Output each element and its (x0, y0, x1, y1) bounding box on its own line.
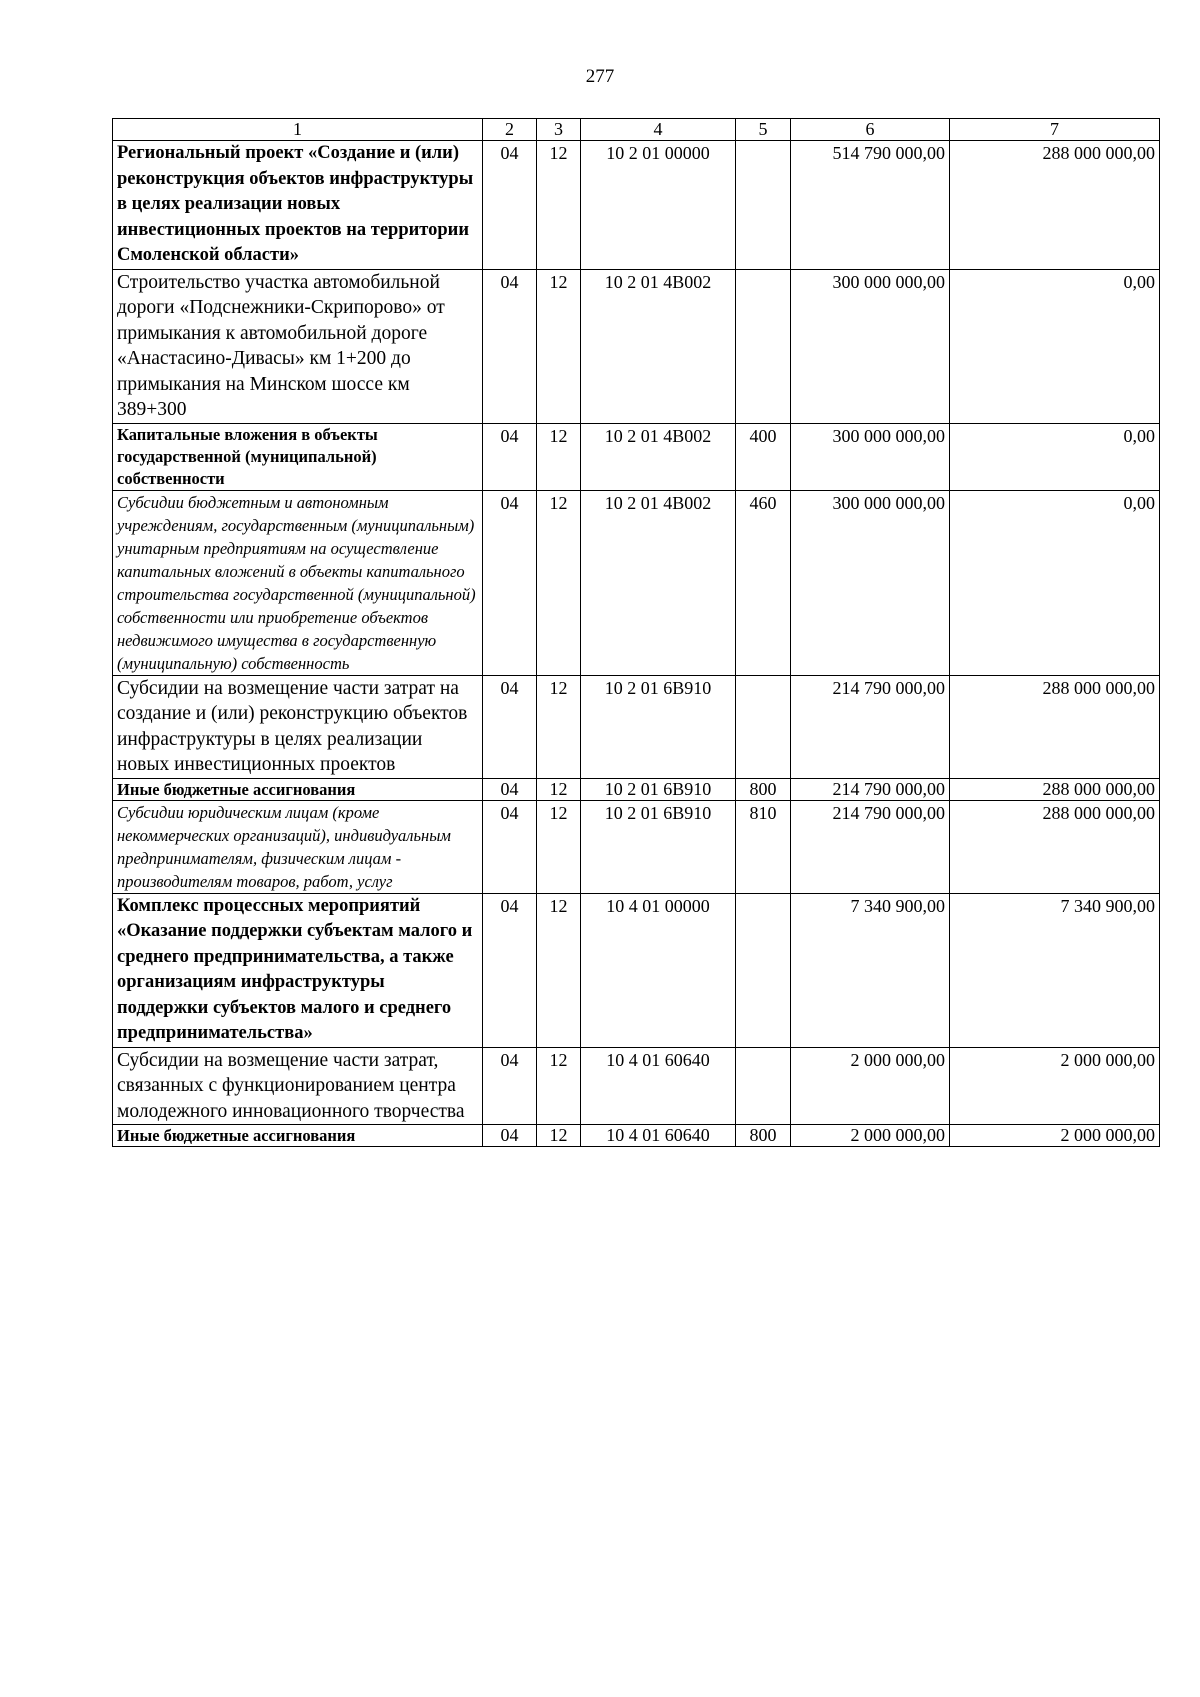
cell-target-code: 10 2 01 6В910 (581, 675, 736, 778)
cell-amount-1: 300 000 000,00 (791, 490, 950, 675)
cell-expense-type (736, 269, 791, 423)
column-header: 3 (537, 119, 581, 141)
table-row (113, 778, 1160, 800)
cell-target-code: 10 4 01 00000 (581, 893, 736, 1047)
cell-amount-2: 2 000 000,00 (950, 1125, 1160, 1147)
cell-amount-1: 7 340 900,00 (791, 893, 950, 1047)
column-header: 5 (736, 119, 791, 141)
table-row (113, 675, 1160, 778)
table-row (113, 141, 1160, 270)
cell-expense-type: 810 (736, 800, 791, 893)
cell-section: 04 (483, 141, 537, 270)
cell-section: 04 (483, 423, 537, 490)
row-name: Субсидии юридическим лицам (кроме некоммерческих организаций), индивидуальным предпринимателям, физическим лицам - производителям товаров, работ, услуг (113, 800, 483, 893)
cell-section: 04 (483, 893, 537, 1047)
row-name: Субсидии на возмещение части затрат на создание и (или) реконструкцию объектов инфраструктуры в целях реализации новых инвестиционных проектов (113, 675, 483, 778)
row-name: Иные бюджетные ассигнования (113, 778, 483, 800)
cell-section: 04 (483, 1047, 537, 1125)
cell-target-code: 10 2 01 4В002 (581, 269, 736, 423)
cell-amount-1: 214 790 000,00 (791, 800, 950, 893)
column-header: 7 (950, 119, 1160, 141)
cell-amount-2: 288 000 000,00 (950, 141, 1160, 270)
cell-subsection: 12 (537, 269, 581, 423)
cell-target-code: 10 2 01 4В002 (581, 423, 736, 490)
cell-amount-1: 2 000 000,00 (791, 1047, 950, 1125)
cell-amount-1: 2 000 000,00 (791, 1125, 950, 1147)
table-row (113, 893, 1160, 1047)
cell-target-code: 10 4 01 60640 (581, 1125, 736, 1147)
cell-amount-1: 214 790 000,00 (791, 675, 950, 778)
cell-amount-2: 288 000 000,00 (950, 675, 1160, 778)
cell-expense-type (736, 893, 791, 1047)
table-header-row (113, 119, 1160, 141)
cell-amount-1: 300 000 000,00 (791, 423, 950, 490)
cell-subsection: 12 (537, 675, 581, 778)
cell-subsection: 12 (537, 1125, 581, 1147)
cell-expense-type: 400 (736, 423, 791, 490)
row-name: Капитальные вложения в объекты государственной (муниципальной) собственности (113, 423, 483, 490)
cell-subsection: 12 (537, 800, 581, 893)
cell-section: 04 (483, 1125, 537, 1147)
column-header: 6 (791, 119, 950, 141)
cell-expense-type: 800 (736, 778, 791, 800)
table-row (113, 423, 1160, 490)
cell-section: 04 (483, 675, 537, 778)
table-row (113, 800, 1160, 893)
cell-section: 04 (483, 800, 537, 893)
page-number: 277 (585, 66, 615, 87)
cell-target-code: 10 2 01 4В002 (581, 490, 736, 675)
cell-section: 04 (483, 778, 537, 800)
cell-target-code: 10 4 01 60640 (581, 1047, 736, 1125)
row-name: Субсидии бюджетным и автономным учреждениям, государственным (муниципальным) унитарным предприятиям на осуществление капитальных вложений в объекты капитального строительства государственной (муниципальной) собственности или приобретение объектов недвижимого имущества в государственную (муниципальную) собственность (113, 490, 483, 675)
cell-target-code: 10 2 01 00000 (581, 141, 736, 270)
cell-subsection: 12 (537, 423, 581, 490)
cell-amount-2: 288 000 000,00 (950, 778, 1160, 800)
cell-expense-type (736, 1047, 791, 1125)
row-name: Иные бюджетные ассигнования (113, 1125, 483, 1147)
table-row (113, 490, 1160, 675)
cell-subsection: 12 (537, 778, 581, 800)
cell-expense-type (736, 141, 791, 270)
cell-subsection: 12 (537, 1047, 581, 1125)
table-row (113, 1047, 1160, 1125)
row-name: Строительство участка автомобильной дороги «Подснежники-Скрипорово» от примыкания к автомобильной дороге «Анастасино-Дивасы» км 1+200 до примыкания на Минском шоссе км 389+300 (113, 269, 483, 423)
cell-amount-1: 300 000 000,00 (791, 269, 950, 423)
cell-target-code: 10 2 01 6В910 (581, 778, 736, 800)
column-header: 2 (483, 119, 537, 141)
table-row (113, 269, 1160, 423)
row-name: Комплекс процессных мероприятий «Оказание поддержки субъектам малого и среднего предпринимательства, а также организациям инфраструктуры поддержки субъектов малого и среднего предпринимательства» (113, 893, 483, 1047)
cell-expense-type: 460 (736, 490, 791, 675)
cell-amount-2: 288 000 000,00 (950, 800, 1160, 893)
cell-amount-1: 514 790 000,00 (791, 141, 950, 270)
cell-expense-type (736, 675, 791, 778)
table-row (113, 1125, 1160, 1147)
row-name: Региональный проект «Создание и (или) реконструкция объектов инфраструктуры в целях реализации новых инвестиционных проектов на территории Смоленской области» (113, 141, 483, 270)
cell-amount-2: 0,00 (950, 423, 1160, 490)
cell-subsection: 12 (537, 490, 581, 675)
budget-table (112, 118, 1160, 1147)
cell-subsection: 12 (537, 141, 581, 270)
cell-amount-2: 7 340 900,00 (950, 893, 1160, 1047)
row-name: Субсидии на возмещение части затрат, связанных с функционированием центра молодежного инновационного творчества (113, 1047, 483, 1125)
cell-section: 04 (483, 269, 537, 423)
cell-target-code: 10 2 01 6В910 (581, 800, 736, 893)
cell-amount-2: 2 000 000,00 (950, 1047, 1160, 1125)
column-header: 1 (113, 119, 483, 141)
cell-subsection: 12 (537, 893, 581, 1047)
cell-amount-1: 214 790 000,00 (791, 778, 950, 800)
column-header: 4 (581, 119, 736, 141)
cell-section: 04 (483, 490, 537, 675)
cell-amount-2: 0,00 (950, 490, 1160, 675)
cell-amount-2: 0,00 (950, 269, 1160, 423)
cell-expense-type: 800 (736, 1125, 791, 1147)
